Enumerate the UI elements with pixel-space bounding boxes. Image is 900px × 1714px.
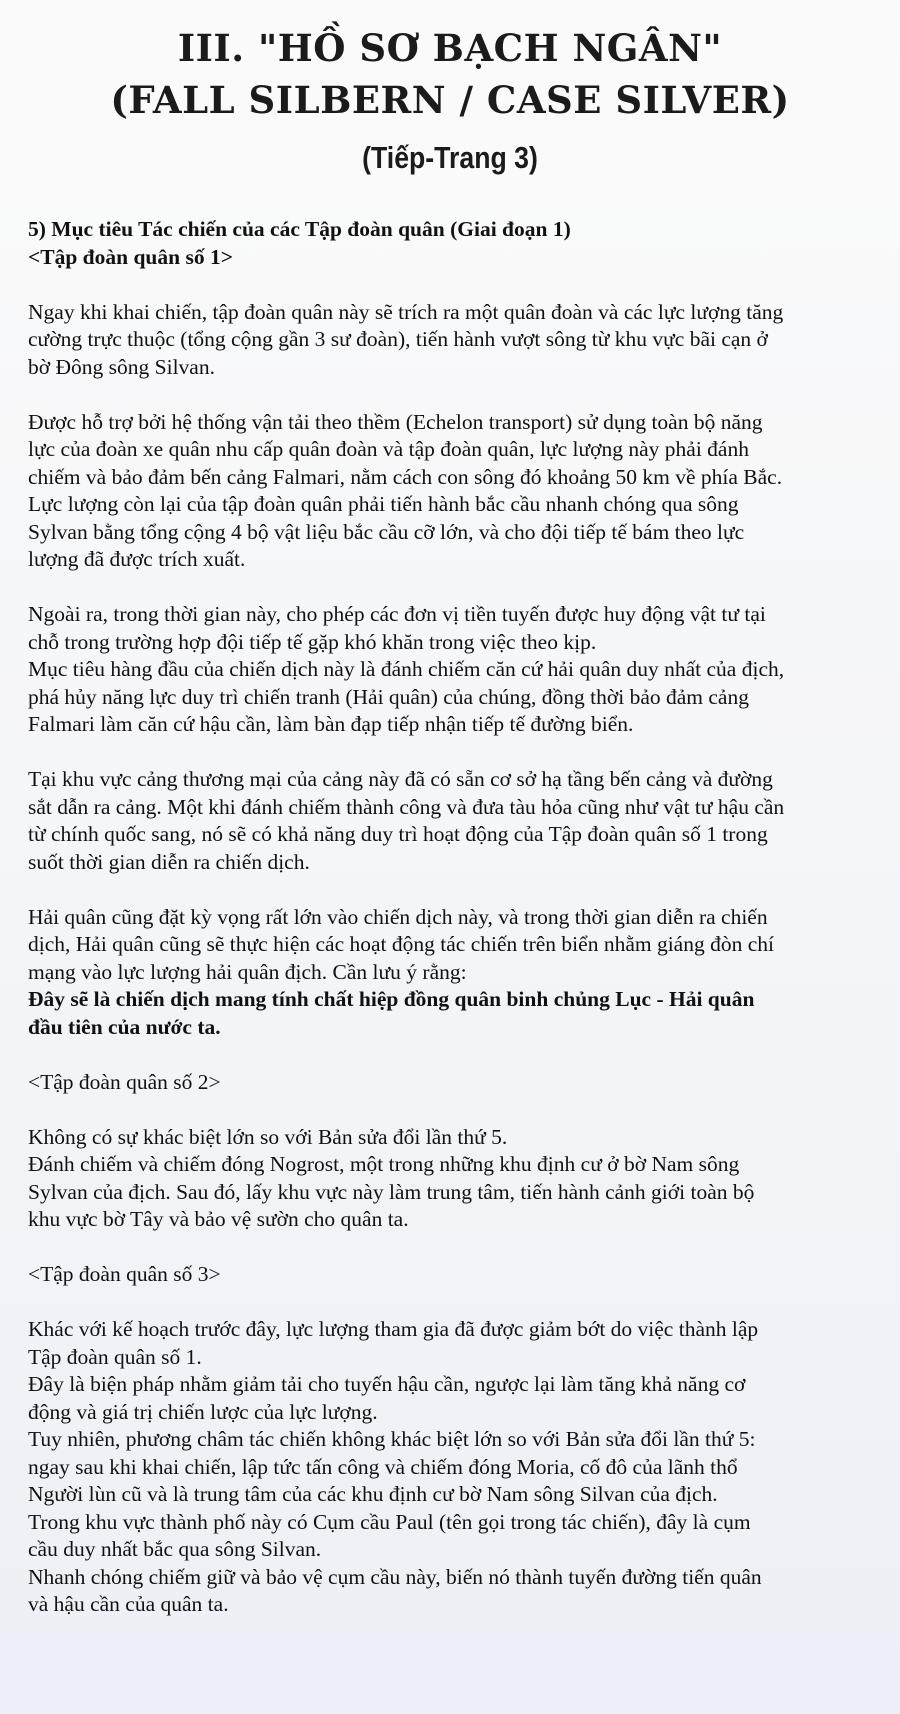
text-line: Nhanh chóng chiếm giữ và bảo vệ cụm cầu này, biến nó thành tuyến đường tiến quân xyxy=(28,1564,762,1589)
text-line: Sylvan bằng tổng cộng 4 bộ vật liệu bắc cầu cỡ lớn, và cho đội tiếp tế bám theo lực xyxy=(28,519,745,544)
text-line: phá hủy năng lực duy trì chiến tranh (Hải quân) của chúng, đồng thời bảo đảm cảng xyxy=(28,684,749,709)
text-line: Khác với kế hoạch trước đây, lực lượng tham gia đã được giảm bớt do việc thành lập xyxy=(28,1317,759,1341)
text-line: mạng vào lực lượng hải quân địch. Cần lưu ý rằng: xyxy=(28,959,467,984)
spacer xyxy=(28,1289,872,1317)
text-line: suốt thời gian diễn ra chiến dịch. xyxy=(28,849,310,874)
text-line: Đánh chiếm và chiếm đóng Nogrost, một trong những khu định cư ở bờ Nam sông xyxy=(28,1152,740,1176)
text-line: ngay sau khi khai chiến, lập tức tấn công và chiếm đóng Moria, cố đô của lãnh thổ xyxy=(28,1454,738,1479)
text-line: cầu duy nhất bắc qua sông Silvan. xyxy=(28,1537,322,1561)
spacer xyxy=(28,271,872,299)
section-heading: 5) Mục tiêu Tác chiến của các Tập đoàn quân (Giai đoạn 1) xyxy=(28,217,571,241)
text-line: Ngay khi khai chiến, tập đoàn quân này sẽ trích ra một quân đoàn và các lực lượng tăng xyxy=(28,299,784,324)
army-1-paragraph-2 xyxy=(28,409,872,574)
text-line: đầu tiên của nước ta. xyxy=(28,1014,221,1039)
text-line: Falmari làm căn cứ hậu cần, làm bàn đạp tiếp nhận tiếp tế đường biển. xyxy=(28,712,634,736)
text-line: Trong khu vực thành phố này có Cụm cầu Paul (tên gọi trong tác chiến), đây là cụm xyxy=(28,1509,751,1534)
text-line: Ngoài ra, trong thời gian này, cho phép các đơn vị tiền tuyến được huy động vật tư tại xyxy=(28,602,766,626)
text-line: bờ Đông sông Silvan. xyxy=(28,354,215,379)
text-line: chỗ trong trường hợp đội tiếp tế gặp khó khăn trong việc theo kịp. xyxy=(28,629,597,654)
text-line: Người lùn cũ và là trung tâm của các khu định cư bờ Nam sông Silvan của địch. xyxy=(28,1482,718,1506)
text-line: Tại khu vực cảng thương mại của cảng này đã có sẵn cơ sở hạ tầng bến cảng và đường xyxy=(28,767,773,791)
text-line: khu vực bờ Tây và bảo vệ sườn cho quân ta. xyxy=(28,1207,409,1231)
army-1-label: <Tập đoàn quân số 1> xyxy=(28,244,233,269)
text-line: dịch, Hải quân cũng sẽ thực hiện các hoạt động tác chiến trên biển nhằm giáng đòn chí xyxy=(28,932,774,956)
spacer xyxy=(28,381,872,409)
spacer xyxy=(28,876,872,904)
spacer xyxy=(28,1096,872,1124)
text-line: cường trực thuộc (tổng cộng gần 3 sư đoàn), tiến hành vượt sông từ khu vực bãi cạn ở xyxy=(28,327,768,351)
spacer xyxy=(28,574,872,602)
text-line: Tuy nhiên, phương châm tác chiến không khác biệt lớn so với Bản sửa đổi lần thứ 5: xyxy=(28,1427,756,1451)
spacer xyxy=(28,739,872,767)
army-3-label: <Tập đoàn quân số 3> xyxy=(28,1262,221,1286)
subtitle: (Tiếp-Trang 3) xyxy=(362,140,538,175)
text-line: từ chính quốc sang, nó sẽ có khả năng duy trì hoạt động của Tập đoàn quân số 1 trong xyxy=(28,822,768,846)
text-line: Tập đoàn quân số 1. xyxy=(28,1344,202,1369)
spacer xyxy=(28,1234,872,1262)
army-1-paragraph-1 xyxy=(28,299,872,382)
title-line-2: (FALL SILBERN / CASE SILVER) xyxy=(110,78,790,122)
text-line: lượng đã được trích xuất. xyxy=(28,547,246,571)
text-line: và hậu cần của quân ta. xyxy=(28,1592,229,1616)
text-line: động và giá trị chiến lược của lực lượng. xyxy=(28,1399,378,1424)
army-1-paragraph-3 xyxy=(28,601,872,739)
army-1-paragraph-4 xyxy=(28,766,872,876)
text-line: Sylvan của địch. Sau đó, lấy khu vực này làm trung tâm, tiến hành cảnh giới toàn bộ xyxy=(28,1179,755,1204)
text-line: Được hỗ trợ bởi hệ thống vận tải theo thềm (Echelon transport) sử dụng toàn bộ năng xyxy=(28,409,763,434)
army-3-paragraph-1 xyxy=(28,1316,872,1619)
text-line: sắt dẫn ra cảng. Một khi đánh chiếm thành công và đưa tàu hỏa cũng như vật tư hậu cần xyxy=(28,794,785,819)
army-2-label: <Tập đoàn quân số 2> xyxy=(28,1069,221,1094)
title-block xyxy=(28,22,872,182)
title-line-1: III. "HỒ SƠ BẠCH NGÂN" xyxy=(177,26,723,70)
army-1-paragraph-5 xyxy=(28,904,872,987)
army-1-bold-note xyxy=(28,986,872,1041)
document-body xyxy=(28,216,872,1619)
text-line: Lực lượng còn lại của tập đoàn quân phải tiến hành bắc cầu nhanh chóng qua sông xyxy=(28,492,739,516)
text-line: Đây sẽ là chiến dịch mang tính chất hiệp đồng quân binh chủng Lục - Hải quân xyxy=(28,987,755,1011)
text-line: lực của đoàn xe quân nhu cấp quân đoàn và tập đoàn quân, lực lượng này phải đánh xyxy=(28,437,749,461)
text-line: Hải quân cũng đặt kỳ vọng rất lớn vào chiến dịch này, và trong thời gian diễn ra chiến xyxy=(28,904,768,929)
spacer xyxy=(28,1041,872,1069)
text-line: chiếm và bảo đảm bến cảng Falmari, nằm cách con sông đó khoảng 50 km về phía Bắc. xyxy=(28,464,783,489)
text-line: Mục tiêu hàng đầu của chiến dịch này là đánh chiếm căn cứ hải quân duy nhất của địch, xyxy=(28,657,785,681)
text-line: Không có sự khác biệt lớn so với Bản sửa đổi lần thứ 5. xyxy=(28,1124,508,1149)
army-2-paragraph-1 xyxy=(28,1124,872,1234)
text-line: Đây là biện pháp nhằm giảm tải cho tuyến hậu cần, ngược lại làm tăng khả năng cơ xyxy=(28,1372,746,1396)
